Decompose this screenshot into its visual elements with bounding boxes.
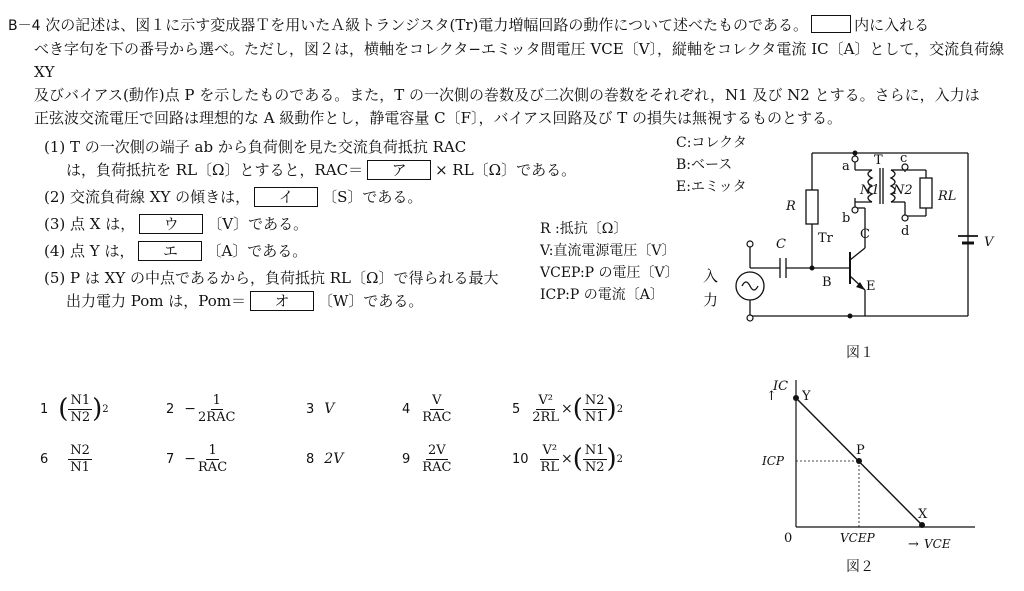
blank-e: エ bbox=[138, 241, 202, 261]
point-x-dot bbox=[919, 522, 925, 528]
label-collector: C bbox=[860, 227, 870, 242]
x-axis-label: VCE bbox=[924, 537, 951, 550]
choice-7-number: 7 bbox=[166, 451, 175, 467]
legend-emitter: E:エミッタ bbox=[676, 179, 747, 195]
y-axis-label: IC bbox=[773, 379, 789, 394]
item-2-text: (2) 交流負荷線 XY の傾きは， bbox=[44, 188, 251, 206]
label-n2: N2 bbox=[893, 183, 913, 198]
choice-3 bbox=[306, 401, 402, 417]
item-5b-text: 出力電力 Pom は，Pom＝ bbox=[66, 292, 247, 310]
origin-label: 0 bbox=[784, 531, 793, 546]
point-y-dot bbox=[793, 395, 799, 401]
choice-4-top: V bbox=[432, 392, 442, 408]
question-line-1-end: 内に入れる bbox=[854, 16, 930, 34]
legend-vcep: VCEP:P の電圧〔V〕 bbox=[540, 265, 679, 281]
legend-base: B:ベース bbox=[676, 157, 733, 173]
choice-7: 7 − $\frac{1}{\text{RAC}}$ bbox=[166, 442, 228, 475]
choice-2: 2 − $\frac{1}{\text{2RAC}}$ bbox=[166, 392, 236, 425]
legend-collector: C:コレクタ bbox=[676, 135, 747, 151]
choice-1: 1 ( $\frac{N1}{N2}$ ) 2 bbox=[40, 392, 109, 425]
choice-5-number: 5 bbox=[512, 401, 521, 417]
choice-4 bbox=[402, 393, 512, 426]
figure-1-caption: 図１ bbox=[846, 345, 874, 361]
icp-label: ICP bbox=[762, 454, 784, 468]
label-r: R bbox=[786, 199, 796, 214]
vcep-label: VCEP bbox=[840, 531, 875, 545]
choice-1-top: N1 bbox=[70, 392, 91, 408]
input-label: 入 力 bbox=[703, 267, 719, 309]
item-1a: (1) T の一次側の端子 ab から負荷側を見た交流負荷抵抗 RAC bbox=[44, 138, 467, 156]
choice-10-bottom: RL bbox=[540, 459, 559, 475]
choice-9 bbox=[402, 443, 512, 476]
choice-2-number: 2 bbox=[166, 401, 175, 417]
question-line-3: 及びバイアス(動作)点 P を示したものである。また，T の一次側の巻数及び二次側の巻数をそれぞれ，N1 及び N2 とする。さらに，入力は bbox=[34, 86, 980, 104]
choice-6 bbox=[40, 443, 166, 476]
choice-9-number: 9 bbox=[402, 451, 411, 467]
item-5a: (5) P は XY の中点であるから，負荷抵抗 RL〔Ω〕で得られる最大 bbox=[44, 269, 499, 287]
choice-6-bottom: N1 bbox=[70, 459, 90, 475]
point-x-label: X bbox=[918, 507, 928, 522]
item-5b bbox=[44, 290, 564, 313]
circuit-diagram bbox=[700, 140, 1000, 360]
label-a: a bbox=[842, 159, 850, 174]
choice-5-exp: 2 bbox=[616, 403, 624, 415]
legend-symbols bbox=[540, 218, 679, 306]
question-number: B－4 bbox=[8, 18, 41, 34]
legend-resistor: R :抵抗〔Ω〕 bbox=[540, 221, 628, 237]
choice-1-exp: 2 bbox=[102, 403, 109, 415]
blank-i: イ bbox=[254, 187, 318, 207]
choice-10: 10 $\frac{\text{V²}}{RL}$ × ( $\frac{N1}{N2}$ ) 2 bbox=[512, 442, 624, 475]
x-arrow-icon: → bbox=[908, 537, 919, 550]
choice-1-bottom: N2 bbox=[70, 409, 91, 425]
point-p-dot bbox=[856, 458, 862, 464]
choice-8-number: 8 bbox=[306, 451, 315, 467]
item-4 bbox=[44, 240, 564, 263]
item-1b-text: は，負荷抵抗を RL〔Ω〕とすると，RAC＝ bbox=[66, 161, 364, 179]
point-y-label: Y bbox=[802, 389, 811, 404]
choice-5-top: V² bbox=[538, 392, 553, 408]
blank-a: ア bbox=[367, 160, 431, 180]
label-t: T bbox=[874, 153, 883, 168]
item-2-text-end: 〔S〕である。 bbox=[322, 188, 423, 206]
choice-7-bottom: RAC bbox=[198, 459, 228, 475]
choice-5-bottom: 2RL bbox=[532, 409, 559, 425]
label-tr: Tr bbox=[818, 231, 833, 246]
choice-3-value: V bbox=[324, 401, 335, 417]
label-emitter: E bbox=[866, 279, 876, 294]
item-list bbox=[44, 136, 577, 313]
item-4-text: (4) 点 Y は， bbox=[44, 242, 135, 260]
load-line-graph bbox=[760, 370, 990, 550]
choice-2-top: 1 bbox=[212, 392, 221, 408]
label-v: V bbox=[984, 235, 994, 250]
question-line-4: 正弦波交流電圧で回路は理想的な A 級動作とし，静電容量 C〔F〕，バイアス回路及び T の損失は無視するものとする。 bbox=[34, 109, 843, 127]
item-3-text-end: 〔V〕である。 bbox=[207, 215, 309, 233]
item-1b bbox=[44, 159, 577, 182]
item-2 bbox=[44, 186, 564, 209]
label-d: d bbox=[901, 224, 910, 239]
choices-row-1 bbox=[40, 386, 660, 432]
item-5b-text-end: 〔W〕である。 bbox=[318, 292, 424, 310]
choice-8-value: 2V bbox=[324, 451, 344, 467]
item-4-text-end: 〔A〕である。 bbox=[206, 242, 308, 260]
choice-5-ptop: N2 bbox=[584, 392, 605, 408]
choice-10-exp: 2 bbox=[616, 453, 624, 465]
label-base: B bbox=[822, 275, 832, 290]
item-1b-text-end: × RL〔Ω〕である。 bbox=[435, 161, 577, 179]
y-arrow-icon: ↑ bbox=[766, 389, 777, 404]
choice-5: 5 $\frac{\text{V²}}{2RL}$ × ( $\frac{N2}{N1}$ ) 2 bbox=[512, 392, 624, 425]
choice-9-bottom: RAC bbox=[422, 459, 452, 475]
question-line-2: べき字句を下の番号から選べ。ただし，図２は，横軸をコレクタ−エミッタ間電圧 VCE〔V〕，縦軸をコレクタ電流 IC〔A〕として，交流負荷線 XY bbox=[34, 40, 1005, 81]
choice-10-pbottom: N2 bbox=[584, 459, 605, 475]
legend-icp: ICP:P の電流〔A〕 bbox=[540, 287, 664, 303]
question-line-1: 次の記述は、図１に示す変成器Ｔを用いたＡ級トランジスタ(Tr)電力増幅回路の動作について述べたものである。 bbox=[45, 16, 809, 34]
label-rl: RL bbox=[938, 189, 957, 204]
answer-blank-box bbox=[811, 15, 851, 33]
choice-4-bottom: RAC bbox=[422, 409, 452, 425]
label-cap: C bbox=[776, 237, 786, 252]
choice-6-top: N2 bbox=[70, 442, 90, 458]
question-text bbox=[8, 14, 1016, 130]
choices-grid bbox=[40, 386, 660, 482]
label-c: c bbox=[900, 151, 908, 166]
figure-2-caption: 図２ bbox=[846, 559, 874, 575]
choice-8 bbox=[306, 451, 402, 467]
choice-10-ptop: N1 bbox=[584, 442, 605, 458]
label-b: b bbox=[842, 211, 851, 226]
blank-u: ウ bbox=[139, 214, 203, 234]
choice-3-number: 3 bbox=[306, 401, 315, 417]
legend-voltage: V:直流電源電圧〔V〕 bbox=[540, 243, 676, 259]
point-p-label: P bbox=[856, 443, 865, 458]
label-n1: N1 bbox=[860, 183, 880, 198]
choice-10-number: 10 bbox=[512, 451, 529, 467]
choice-1-number: 1 bbox=[40, 401, 49, 417]
item-3 bbox=[44, 213, 564, 236]
choice-10-top: V² bbox=[542, 442, 558, 458]
item-3-text: (3) 点 X は， bbox=[44, 215, 136, 233]
choice-6-number: 6 bbox=[40, 451, 49, 467]
choice-5-pbottom: N1 bbox=[584, 409, 605, 425]
choice-4-number: 4 bbox=[402, 401, 411, 417]
blank-o: オ bbox=[250, 291, 314, 311]
choice-2-bottom: 2RAC bbox=[198, 409, 236, 425]
choice-7-top: 1 bbox=[208, 442, 217, 458]
choices-row-2 bbox=[40, 436, 660, 482]
choice-9-top: 2V bbox=[428, 442, 446, 458]
